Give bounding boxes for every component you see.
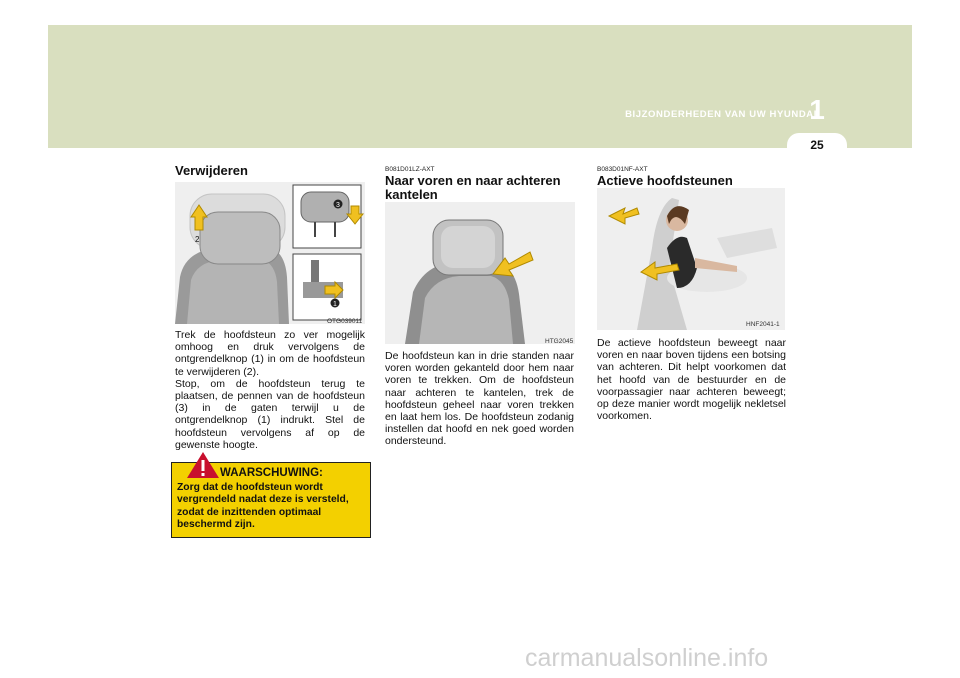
figure-active-headrest — [597, 188, 785, 330]
watermark-url: carmanualsonline.info — [525, 644, 769, 672]
section-heading-remove: Verwijderen — [175, 163, 248, 178]
headrest-removal-illustration — [175, 182, 365, 324]
figure-code: OTG039011 — [327, 318, 363, 325]
section-heading-active: Actieve hoofdsteunen — [597, 173, 733, 188]
section-heading-tilt: Naar voren en naar achteren kantelen — [385, 173, 561, 202]
callout-1: 1 — [333, 301, 337, 308]
figure-code: HTG2045 — [545, 338, 574, 345]
figure-headrest-tilt — [385, 202, 575, 344]
figure-headrest-removal — [175, 182, 365, 324]
warning-title: WAARSCHUWING: — [220, 467, 323, 479]
section-code: B081D01LZ-AXT — [385, 166, 435, 173]
headrest-tilt-illustration — [385, 202, 575, 344]
warning-text: Zorg dat de hoofdsteun wordt vergrendeld nadat deze is versteld, zodat de inzittenden optimaal beschermd zijn. — [177, 482, 349, 531]
chapter-number: 1 — [809, 94, 825, 125]
body-text-active: De actieve hoofdsteun beweegt naar voren en naar boven tijdens een botsing van achteren. Dit helpt voorkomen dat het hoofd van de bestuurder en de voorpassagier naar achteren beweegt; op deze manier wordt mogelijk nekletsel voorkomen. — [597, 337, 786, 423]
warning-icon — [185, 450, 221, 480]
section-code: B083D01NF-AXT — [597, 166, 648, 173]
callout-3: 3 — [336, 202, 340, 209]
active-headrest-illustration — [597, 188, 785, 330]
header-band — [48, 25, 912, 148]
chapter-title: BIJZONDERHEDEN VAN UW HYUNDAI — [625, 109, 817, 120]
body-text-remove: Trek de hoofdsteun zo ver mogelijk omhoog en druk vervolgens de ontgrendelknop (1) in om de hoofdsteun te verwijderen (2). Stop, om de hoofdsteun terug te plaatsen, de pennen van de hoofdsteun (3) in de gaten terwijl u de ontgrendelknop (1) indrukt. Stel de hoofdsteun vervolgens af op de gewenste hoogte. — [175, 329, 365, 451]
page-number: 25 — [810, 138, 824, 152]
figure-code: HNF2041-1 — [746, 321, 780, 328]
callout-2: 2 — [195, 235, 200, 244]
body-text-tilt: De hoofdsteun kan in drie standen naar voren worden gekanteld door hem naar voren te trekken. Om de hoofdsteun naar achteren te kantelen, trek de hoofdsteun geheel naar voren trekken en laat hem los. De hoofdsteun zodanig instellen dat hoofd en nek goed worden ondersteund. — [385, 350, 574, 448]
